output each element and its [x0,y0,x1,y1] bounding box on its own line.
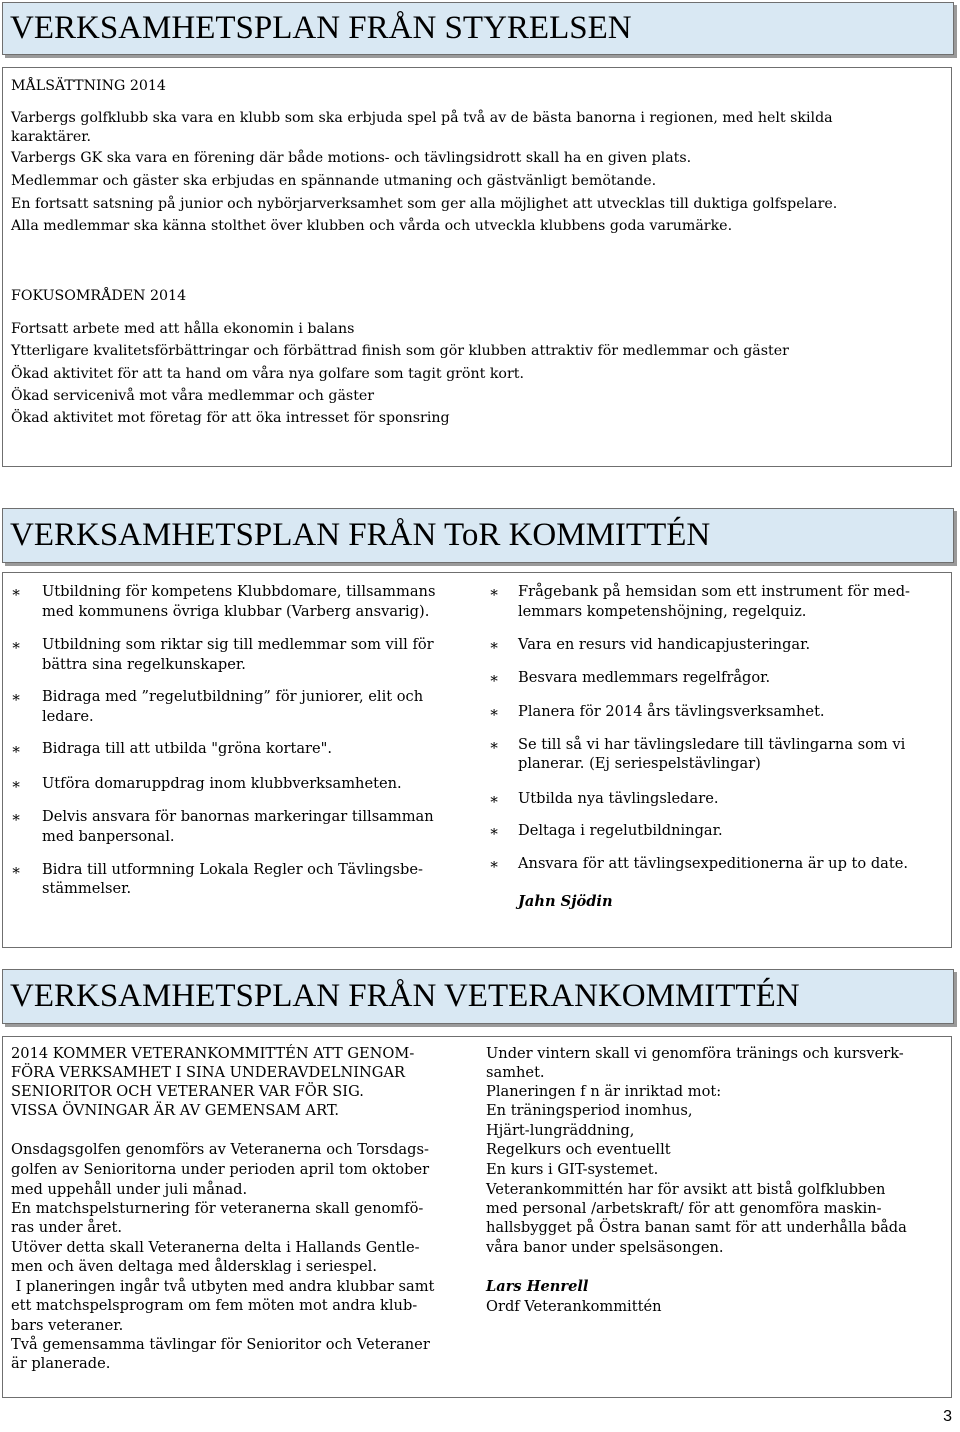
list-item-line: Utbildning för kompetens Klubbdomare, tillsammans [42,583,436,600]
body-line: med uppehåll under juli månad. [11,1181,248,1198]
focus-line: Ökad servicenivå mot våra medlemmar och gäster [11,388,375,404]
asterisk-icon: ∗ [489,669,500,687]
asterisk-icon: ∗ [489,703,500,721]
body-line: Två gemensamma tävlingar för Senioritor och Veteraner [11,1336,430,1353]
body-line: golfen av Senioritorna under perioden april tom oktober [11,1161,430,1178]
list-item-line: lemmars kompetenshöjning, regelquiz. [518,603,807,620]
list-item-line: Bidra till utformning Lokala Regler och Tävlingsbe- [42,861,423,878]
asterisk-icon: ∗ [11,688,22,706]
list-item-line: Planera för 2014 års tävlingsverksamhet. [518,703,825,720]
list-item-line: med kommunens övriga klubbar (Varberg ansvarig). [42,603,430,620]
focus-line: Fortsatt arbete med att hålla ekonomin i balans [11,321,355,337]
list-item-line: Frågebank på hemsidan som ett instrument för med- [518,583,910,600]
asterisk-icon: ∗ [489,583,500,601]
body-line: En kurs i GIT-systemet. [486,1161,659,1178]
section-header-veterankommitten [2,969,954,1024]
body-line: ras under året. [11,1219,123,1236]
list-item-line: Bidraga till att utbilda "gröna kortare". [42,740,332,757]
asterisk-icon: ∗ [489,855,500,873]
body-line: En träningsperiod inomhus, [486,1102,693,1119]
list-item-line: Deltaga i regelutbildningar. [518,822,723,839]
veteran-content-box [2,1036,952,1398]
list-item-line: Utbilda nya tävlingsledare. [518,790,719,807]
intro-line: SENIORITOR OCH VETERANER VAR FÖR SIG. [11,1083,364,1100]
list-item-line: Vara en resurs vid handicapjusteringar. [518,636,811,653]
body-line: En matchspelsturnering för veteranerna skall genomfö- [11,1200,424,1217]
list-item-line: ledare. [42,708,94,725]
body-line: Utöver detta skall Veteranerna delta i Hallands Gentle- [11,1239,420,1256]
section-header-styrelsen [2,2,954,55]
focus-line: Ökad aktivitet mot företag för att öka intresset för sponsring [11,410,450,426]
body-line: bars veteraner. [11,1317,124,1334]
asterisk-icon: ∗ [489,736,500,754]
list-item-line: Se till så vi har tävlingsledare till tävlingarna som vi [518,736,906,753]
section-title: VERKSAMHETSPLAN FRÅN VETERANKOMMITTÉN [10,978,800,1014]
mission-line: Varbergs GK ska vara en förening där både motions- och tävlingsidrott skall ha en given plats. [11,150,692,166]
asterisk-icon: ∗ [11,636,22,654]
body-line: är planerade. [11,1355,111,1372]
mission-line: Varbergs golfklubb ska vara en klubb som ska erbjuda spel på två av de bästa banorna i regionen, med helt skilda [11,110,833,126]
list-item-line: bättra sina regelkunskaper. [42,656,246,673]
signature-jahn-sjodin: Jahn Sjödin [518,893,613,910]
list-item-line: Besvara medlemmars regelfrågor. [518,669,771,686]
asterisk-icon: ∗ [489,822,500,840]
mission-line: Medlemmar och gäster ska erbjudas en spännande utmaning och gästvänligt bemötande. [11,173,657,189]
asterisk-icon: ∗ [11,740,22,758]
intro-line: VISSA ÖVNINGAR ÄR AV GEMENSAM ART. [11,1102,340,1119]
body-line: Hjärt-lungräddning, [486,1122,635,1139]
body-line: I planeringen ingår två utbyten med andra klubbar samt [11,1278,435,1295]
body-line: men och även deltaga med åldersklag i seriespel. [11,1258,377,1275]
mission-line: karaktärer. [11,129,91,145]
list-item-line: Utföra domaruppdrag inom klubbverksamheten. [42,775,402,792]
asterisk-icon: ∗ [11,775,22,793]
section-title: VERKSAMHETSPLAN FRÅN ToR KOMMITTÉN [10,517,711,553]
body-line: Onsdagsgolfen genomförs av Veteranerna och Torsdags- [11,1141,429,1158]
body-line: samhet. [486,1064,545,1081]
mission-line: En fortsatt satsning på junior och nybörjarverksamhet som ger alla möjlighet att utvecklas till duktiga golfspelare. [11,196,838,212]
focus-heading: FOKUSOMRÅDEN 2014 [11,288,187,304]
list-item-line: Delvis ansvara för banornas markeringar tillsamman [42,808,434,825]
intro-line: FÖRA VERKSAMHET I SINA UNDERAVDELNINGAR [11,1064,405,1081]
section-title: VERKSAMHETSPLAN FRÅN STYRELSEN [10,10,632,46]
body-line: hallsbygget på Östra banan samt för att underhålla båda [486,1219,907,1236]
list-item-line: med banpersonal. [42,828,175,845]
focus-line: Ytterligare kvalitetsförbättringar och förbättrad finish som gör klubben attraktiv för medlemmar och gäster [11,343,789,359]
focus-line: Ökad aktivitet för att ta hand om våra nya golfare som tagit grönt kort. [11,366,524,382]
tor-content-box [2,572,952,948]
signature-lars-henrell: Lars Henrell [486,1278,589,1295]
styrelsen-content-box [2,67,952,467]
body-line: Under vintern skall vi genomföra tränings och kursverk- [486,1045,904,1062]
page-number: 3 [943,1408,952,1425]
body-line: Planeringen f n är inriktad mot: [486,1083,722,1100]
mission-line: Alla medlemmar ska känna stolthet över klubben och vårda och utveckla klubbens goda varumärke. [11,218,733,234]
asterisk-icon: ∗ [11,808,22,826]
intro-line: 2014 KOMMER VETERANKOMMITTÉN ATT GENOM- [11,1045,415,1062]
body-line: ett matchspelsprogram om fem möten mot andra klub- [11,1297,418,1314]
body-line: med personal /arbetskraft/ för att genomföra maskin- [486,1200,882,1217]
list-item-line: Bidraga med ”regelutbildning” för juniorer, elit och [42,688,424,705]
body-line: våra banor under spelsäsongen. [486,1239,724,1256]
list-item-line: Ansvara för att tävlingsexpeditionerna är up to date. [518,855,909,872]
body-line: Veterankommittén har för avsikt att bistå golfklubben [486,1181,886,1198]
signature-title: Ordf Veterankommittén [486,1298,662,1315]
section-header-tor-kommitten [2,508,954,563]
asterisk-icon: ∗ [11,861,22,879]
list-item-line: Utbildning som riktar sig till medlemmar som vill för [42,636,434,653]
mission-heading: MÅLSÄTTNING 2014 [11,78,166,94]
asterisk-icon: ∗ [489,790,500,808]
asterisk-icon: ∗ [489,636,500,654]
list-item-line: planerar. (Ej seriespelstävlingar) [518,755,761,772]
asterisk-icon: ∗ [11,583,22,601]
body-line: Regelkurs och eventuellt [486,1141,671,1158]
list-item-line: stämmelser. [42,880,132,897]
